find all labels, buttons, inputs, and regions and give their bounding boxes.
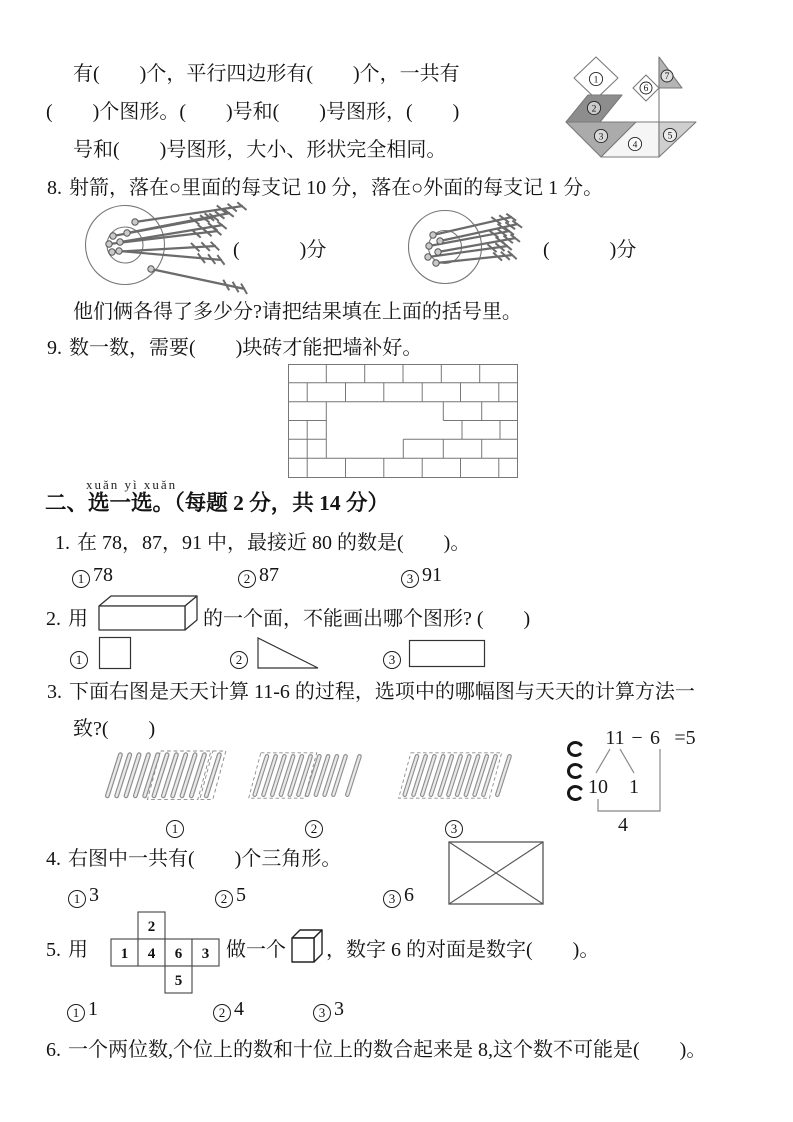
q3-line-2: 致?( ) <box>73 718 156 740</box>
curl-marks <box>569 743 581 800</box>
q8-number: 8. <box>47 177 62 199</box>
q2-line-start <box>46 607 88 631</box>
net-cell-4: 4 <box>147 946 156 962</box>
q1-option-3: 3 91 <box>401 564 442 588</box>
q3-sticks-figure-1 <box>98 749 238 809</box>
q1-line <box>55 531 470 555</box>
q9-text: 数一数，需要( )块砖才能把墙补好。 <box>69 337 423 359</box>
circled-3: 3 <box>383 890 401 908</box>
q3-option-2 <box>305 814 326 838</box>
tangram-label-2: 2 <box>591 104 597 115</box>
q5-option-3: 3 3 <box>313 998 344 1022</box>
q4-number: 4. <box>46 848 61 870</box>
intro-line-2: ( )个图形。( )号和( )号图形，( ) <box>46 101 460 123</box>
circled-1: 1 <box>68 890 86 908</box>
intro-line-1: 有( )个，平行四边形有( )个，一共有 <box>73 63 460 85</box>
q3-option-1 <box>166 814 187 838</box>
q2-text-before: 用 <box>68 608 88 630</box>
q1-number: 1. <box>55 532 70 554</box>
brick-wall-figure <box>288 364 518 478</box>
bond-minus: − <box>631 727 643 749</box>
circled-2: 2 <box>305 820 323 838</box>
net-cell-2: 2 <box>147 919 156 935</box>
q8-footer: 他们俩各得了多少分?请把结果填在上面的括号里。 <box>73 301 522 323</box>
circled-3: 3 <box>313 1004 331 1022</box>
q5-text-after: ，数字 6 的对面是数字( )。 <box>326 939 600 961</box>
q3-option-3 <box>445 814 466 838</box>
tangram-label-7: 7 <box>664 72 670 83</box>
bond-minuend: 11 <box>605 727 625 749</box>
section2-title: 二、选一选。（每题 2 分，共 14 分） <box>45 491 390 515</box>
bond-part-right: 1 <box>629 776 639 798</box>
q1-option-1: 1 78 <box>72 564 113 588</box>
tangram-label-3: 3 <box>598 132 604 143</box>
q2-option-3 <box>383 645 404 669</box>
tangram-label-5: 5 <box>667 131 673 142</box>
q9-number: 9. <box>47 337 62 359</box>
q2-text-after: 的一个面，不能画出哪个图形? ( ) <box>203 608 531 630</box>
q2-triangle-figure <box>256 636 320 670</box>
circled-1: 1 <box>166 820 184 838</box>
cuboid-figure <box>97 594 199 632</box>
net-cell-3: 3 <box>201 946 210 962</box>
bond-equals: =5 <box>674 727 696 749</box>
q1-text: 在 78，87，91 中，最接近 80 的数是( )。 <box>77 532 471 554</box>
circled-2: 2 <box>238 570 256 588</box>
circled-2: 2 <box>215 890 233 908</box>
q2-square-figure <box>98 636 132 670</box>
circled-2: 2 <box>230 651 248 669</box>
archery-target-2 <box>400 205 530 313</box>
number-bond-figure <box>563 718 713 838</box>
cube-net-figure <box>100 907 222 997</box>
q3-number: 3. <box>47 681 62 703</box>
q5-option-1: 1 1 <box>67 998 98 1022</box>
q4-line <box>46 847 341 871</box>
q4-option-1: 1 3 <box>68 884 99 908</box>
q5-text-before: 用 <box>68 939 88 961</box>
q2-option-1 <box>70 645 91 669</box>
net-cell-6: 6 <box>174 946 183 962</box>
q5-text-mid: 做一个 <box>226 939 286 961</box>
circled-3: 3 <box>383 651 401 669</box>
q5-line-start <box>46 938 88 962</box>
q4-text: 右图中一共有( )个三角形。 <box>68 848 342 870</box>
section2-pinyin: xuǎn yì xuǎn <box>86 477 178 492</box>
q8-text: 射箭，落在○里面的每支记 10 分，落在○外面的每支记 1 分。 <box>69 177 604 199</box>
net-cell-5: 5 <box>174 973 183 989</box>
bond-part-left: 10 <box>588 776 608 798</box>
bond-bottom: 4 <box>618 814 628 836</box>
q9-line <box>47 336 422 360</box>
bond-subtrahend: 6 <box>650 727 660 749</box>
circled-2: 2 <box>213 1004 231 1022</box>
tangram-label-4: 4 <box>632 140 638 151</box>
q8-line <box>47 176 603 200</box>
q3-sticks-figure-2 <box>246 749 377 809</box>
q5-number: 5. <box>46 939 61 961</box>
q8-score-blank-1: ( )分 <box>233 239 327 261</box>
q2-option-2 <box>230 645 251 669</box>
circled-3: 3 <box>401 570 419 588</box>
q6-text: 一个两位数,个位上的数和十位上的数合起来是 8,这个数不可能是( )。 <box>68 1039 707 1061</box>
cube-figure <box>290 928 324 966</box>
q4-option-3: 3 6 <box>383 884 414 908</box>
circled-1: 1 <box>67 1004 85 1022</box>
tangram-label-1: 1 <box>593 75 599 86</box>
q8-score-blank-2: ( )分 <box>543 239 637 261</box>
q4-rectangle-diagonals-figure <box>448 841 544 905</box>
q3-line-1 <box>47 680 695 704</box>
q4-option-2: 2 5 <box>215 884 246 908</box>
tangram-figure <box>556 45 793 175</box>
q3-text-1: 下面右图是天天计算 11-6 的过程，选项中的哪幅图与天天的计算方法一 <box>69 681 695 703</box>
circled-1: 1 <box>72 570 90 588</box>
tangram-label-6: 6 <box>643 84 649 95</box>
q6-number: 6. <box>46 1039 61 1061</box>
circled-3: 3 <box>445 820 463 838</box>
q1-option-2: 2 87 <box>238 564 279 588</box>
q2-number: 2. <box>46 608 61 630</box>
intro-line-3: 号和( )号图形，大小、形状完全相同。 <box>73 139 447 161</box>
net-cell-1: 1 <box>120 946 129 962</box>
q3-sticks-figure-3 <box>396 749 527 809</box>
q2-rectangle-figure <box>408 639 486 668</box>
circled-1: 1 <box>70 651 88 669</box>
q5-option-2: 2 4 <box>213 998 244 1022</box>
q6-line <box>46 1038 706 1062</box>
